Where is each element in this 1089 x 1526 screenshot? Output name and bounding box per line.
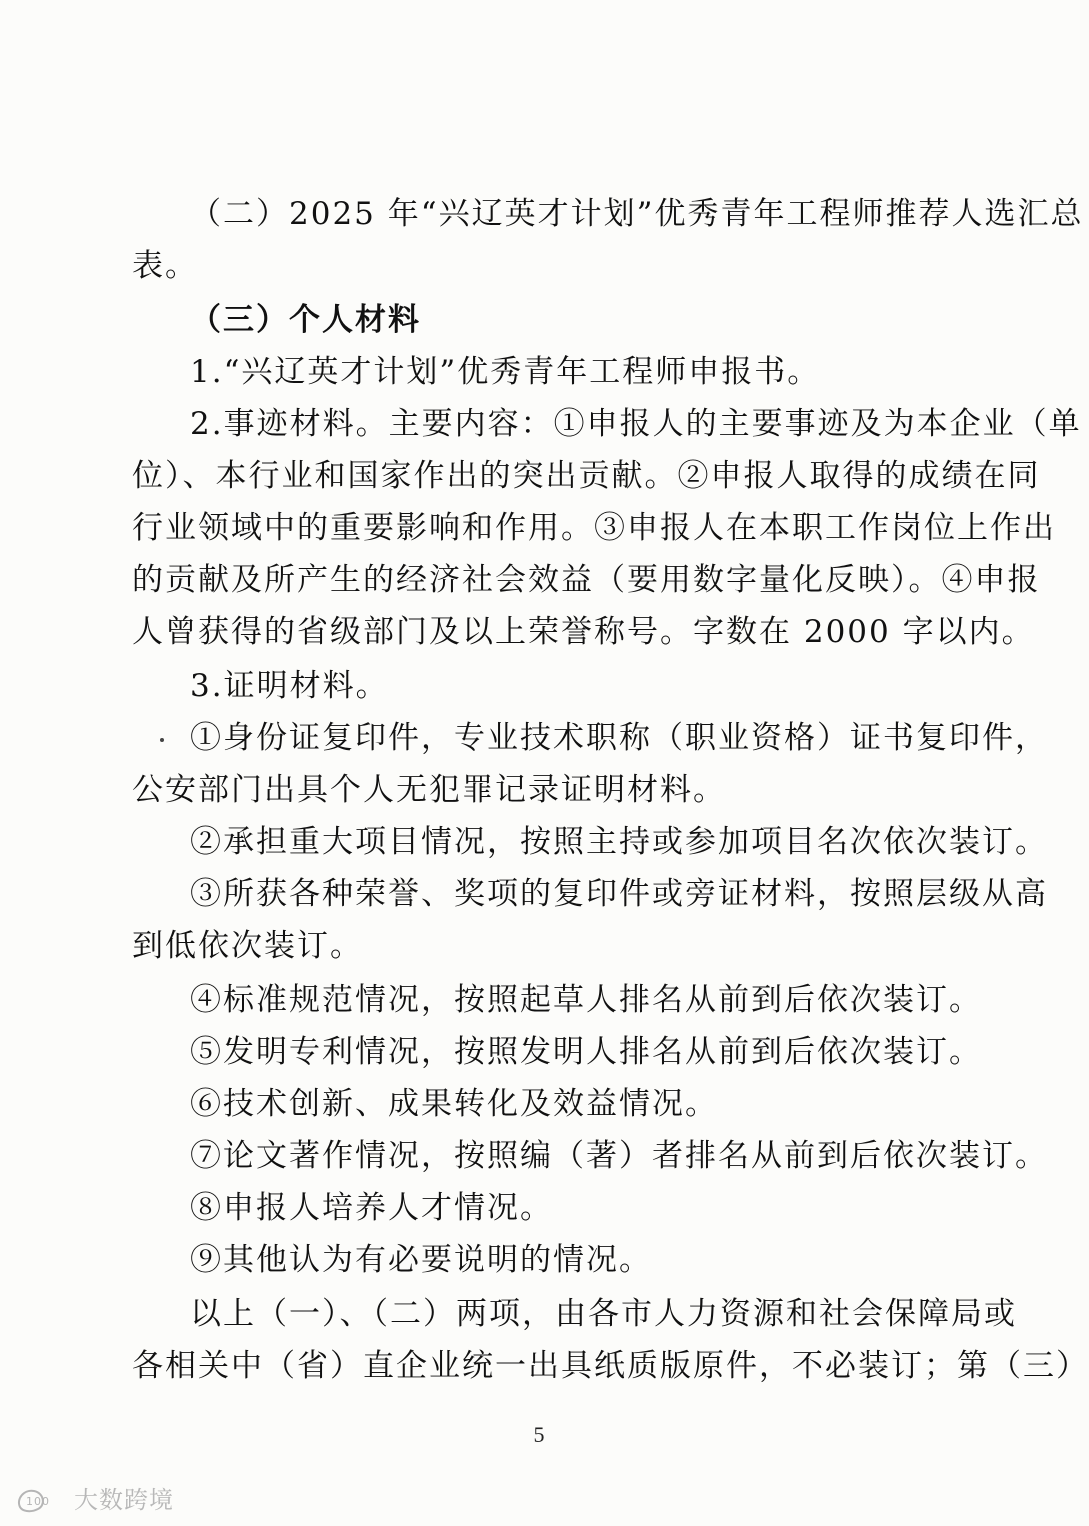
closing-line-1: 以上（一）、（二）两项，由各市人力资源和社会保障局或 <box>190 1296 1017 1332</box>
scan-speck <box>160 738 164 742</box>
page-number: 5 <box>533 1422 547 1447</box>
item-2-line-5: 人曾获得的省级部门及以上荣誉称号。字数在 2000 字以内。 <box>132 614 1035 650</box>
sub-item-3-line-1: ③所获各种荣誉、奖项的复印件或旁证材料，按照层级从高 <box>190 876 1048 912</box>
sub-item-2: ②承担重大项目情况，按照主持或参加项目名次依次装订。 <box>190 824 1048 860</box>
sub-item-9: ⑨其他认为有必要说明的情况。 <box>190 1242 652 1278</box>
watermark <box>14 1480 174 1520</box>
item-2-line-1: 2.事迹材料。主要内容：①申报人的主要事迹及为本企业（单 <box>190 406 1082 442</box>
section-2-line-2: 表。 <box>132 248 198 284</box>
sub-item-1-line-2: 公安部门出具个人无犯罪记录证明材料。 <box>132 772 726 808</box>
sub-item-8: ⑧申报人培养人才情况。 <box>190 1190 553 1226</box>
sub-item-4: ④标准规范情况，按照起草人排名从前到后依次装订。 <box>190 982 982 1018</box>
sub-item-7: ⑦论文著作情况，按照编（著）者排名从前到后依次装订。 <box>190 1138 1048 1174</box>
item-2-line-2: 位）、本行业和国家作出的突出贡献。②申报人取得的成绩在同 <box>132 458 1041 494</box>
item-2-line-3: 行业领域中的重要影响和作用。③申报人在本职工作岗位上作出 <box>132 510 1056 546</box>
sub-item-6: ⑥技术创新、成果转化及效益情况。 <box>190 1086 718 1122</box>
closing-line-2: 各相关中（省）直企业统一出具纸质版原件，不必装订；第（三） <box>132 1348 1089 1384</box>
item-3: 3.证明材料。 <box>190 668 389 704</box>
watermark-logo-text: 100 <box>26 1495 50 1508</box>
sub-item-3-line-2: 到低依次装订。 <box>132 928 363 964</box>
item-2-line-4: 的贡献及所产生的经济社会效益（要用数字量化反映）。④申报 <box>132 562 1041 598</box>
section-2-line-1: （二）2025 年“兴辽英才计划”优秀青年工程师推荐人选汇总 <box>190 196 1084 232</box>
sub-item-5: ⑤发明专利情况，按照发明人排名从前到后依次装订。 <box>190 1034 982 1070</box>
item-1: 1.“兴辽英才计划”优秀青年工程师申报书。 <box>190 354 821 390</box>
watermark-logo-icon <box>14 1485 68 1515</box>
section-3-heading: （三）个人材料 <box>190 302 421 338</box>
sub-item-1-line-1: ①身份证复印件，专业技术职称（职业资格）证书复印件， <box>190 720 1048 756</box>
watermark-brand: 大数跨境 <box>74 1486 174 1514</box>
